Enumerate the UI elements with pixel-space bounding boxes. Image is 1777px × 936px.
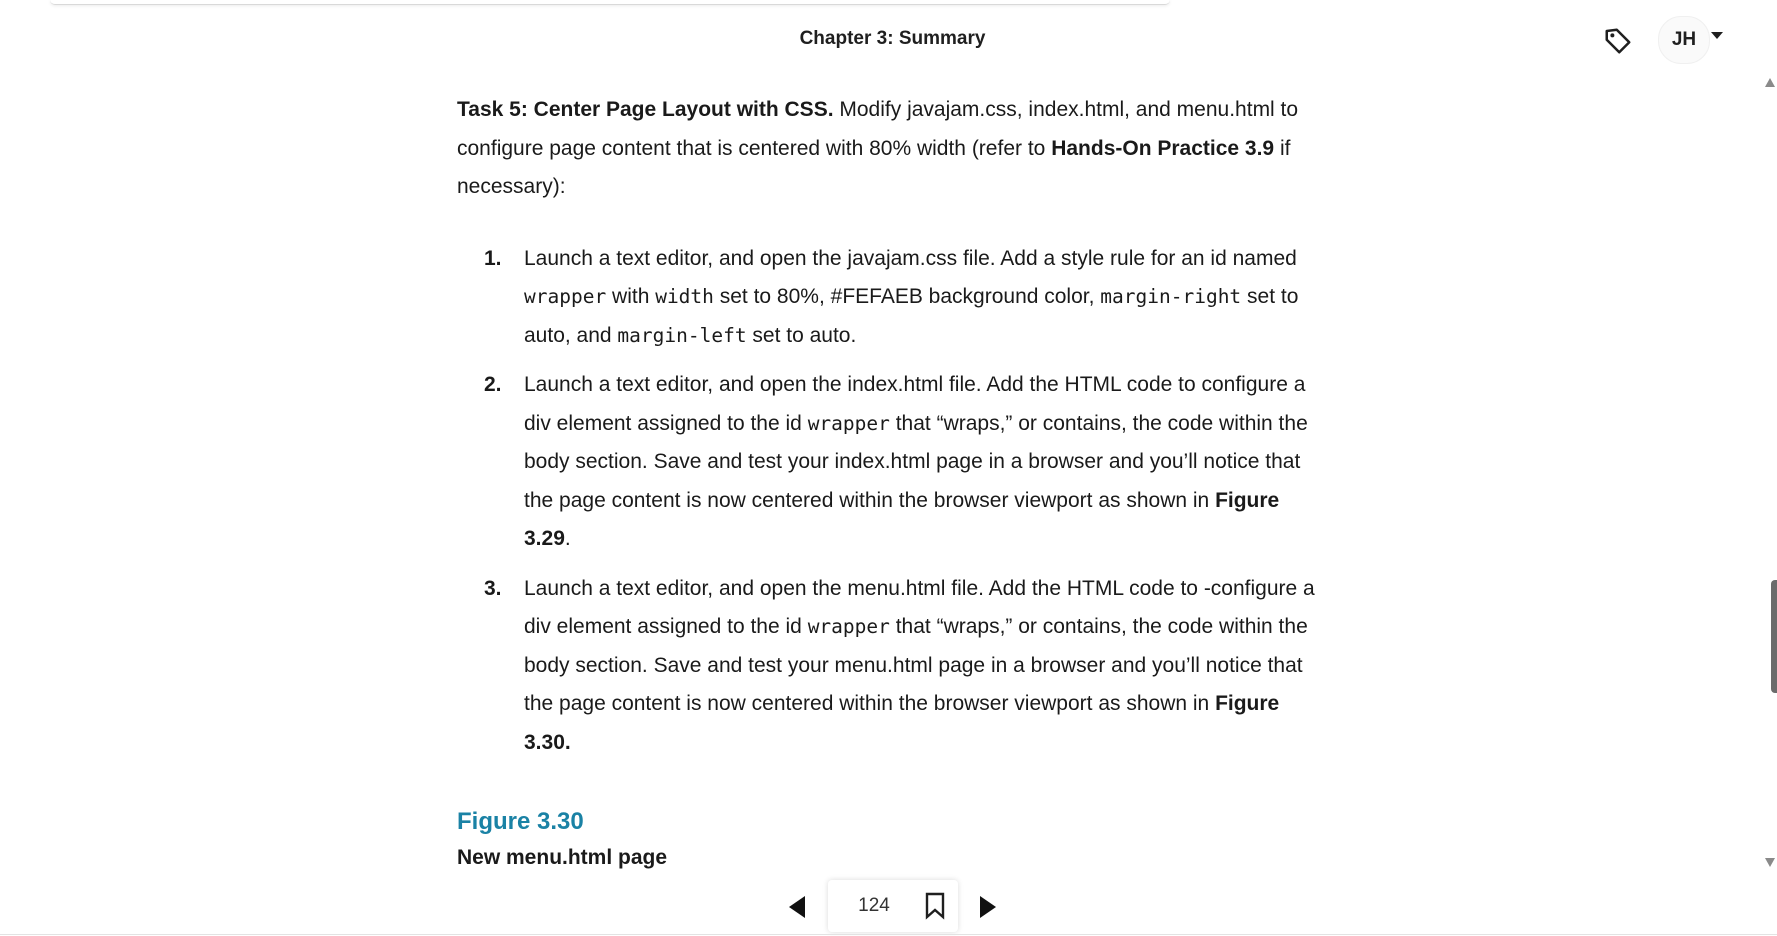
code-width: width	[655, 285, 714, 308]
step-text: with	[606, 285, 656, 308]
step-number: 3.	[484, 576, 502, 600]
intro-reference: Hands-On Practice 3.9	[1051, 136, 1275, 160]
step-number: 2.	[484, 373, 502, 396]
step-text: that “wraps,” or contains, the code within the body section. Save and test your menu.html page in a browser and you’ll notice that the page content is now centered within the browser viewport as shown in	[524, 615, 1308, 715]
step-text: Launch a text editor, and open the javajam.css file. Add a style rule for an id named	[524, 246, 1297, 270]
step-text: that “wraps,” or contains, the code within the body section. Save and test your index.html page in a browser and you’ll notice that the page content is now centered within the browser viewport as shown in	[524, 411, 1308, 512]
tag-icon[interactable]	[1603, 26, 1633, 56]
step-text: set to 80%, #FEFAEB background color,	[713, 285, 1101, 308]
scroll-up-icon[interactable]	[1765, 78, 1775, 87]
intro-text: Modify javajam.css, index.html, and menu.html to configure page content that is centered with 80% width (refer to	[457, 98, 1299, 160]
step-text: set to auto, and	[524, 285, 1299, 347]
code-wrapper: wrapper	[807, 615, 890, 638]
user-initials: JH	[1671, 29, 1697, 50]
list-item	[484, 240, 1317, 356]
step-text: set to auto.	[746, 323, 857, 347]
figure-label: Figure 3.30	[457, 808, 584, 835]
step-text: Launch a text editor, and open the menu.html file. Add the HTML code to -configure a div element assigned to the id	[524, 576, 1315, 638]
code-wrapper: wrapper	[524, 285, 607, 308]
scroll-down-icon[interactable]	[1765, 858, 1775, 867]
divider	[0, 934, 1777, 935]
step-text: .	[564, 527, 571, 550]
step-number: 1.	[484, 246, 502, 270]
task-intro	[457, 91, 1317, 207]
top-panel-edge	[50, 0, 1170, 5]
figure-reference[interactable]: Figure 3.29	[524, 488, 1280, 550]
list-item	[484, 570, 1317, 763]
steps-list	[457, 240, 1317, 763]
code-margin-left: margin-left	[617, 323, 747, 347]
figure-caption: New menu.html page	[457, 846, 668, 869]
next-page-icon[interactable]	[980, 896, 996, 918]
list-item	[484, 366, 1317, 559]
user-avatar-button[interactable]	[1658, 16, 1710, 64]
task-heading: Task 5: Center Page Layout with CSS.	[457, 98, 834, 121]
page-title: Chapter 3: Summary	[799, 28, 986, 49]
page-navigator	[828, 880, 958, 932]
figure-reference[interactable]: Figure 3.30.	[524, 692, 1280, 754]
code-wrapper: wrapper	[807, 411, 890, 435]
caret-down-icon[interactable]	[1711, 32, 1723, 39]
reading-content	[457, 91, 1317, 773]
previous-page-icon[interactable]	[789, 896, 805, 918]
intro-end: if necessary):	[457, 136, 1291, 198]
page-number-input[interactable]	[842, 892, 906, 920]
scrollbar-thumb[interactable]	[1771, 580, 1777, 693]
step-text: Launch a text editor, and open the index.html file. Add the HTML code to configure a div element assigned to the id	[524, 373, 1306, 435]
scrollbar[interactable]	[1767, 72, 1777, 872]
code-margin-right: margin-right	[1100, 285, 1242, 308]
bookmark-icon[interactable]	[924, 892, 946, 920]
